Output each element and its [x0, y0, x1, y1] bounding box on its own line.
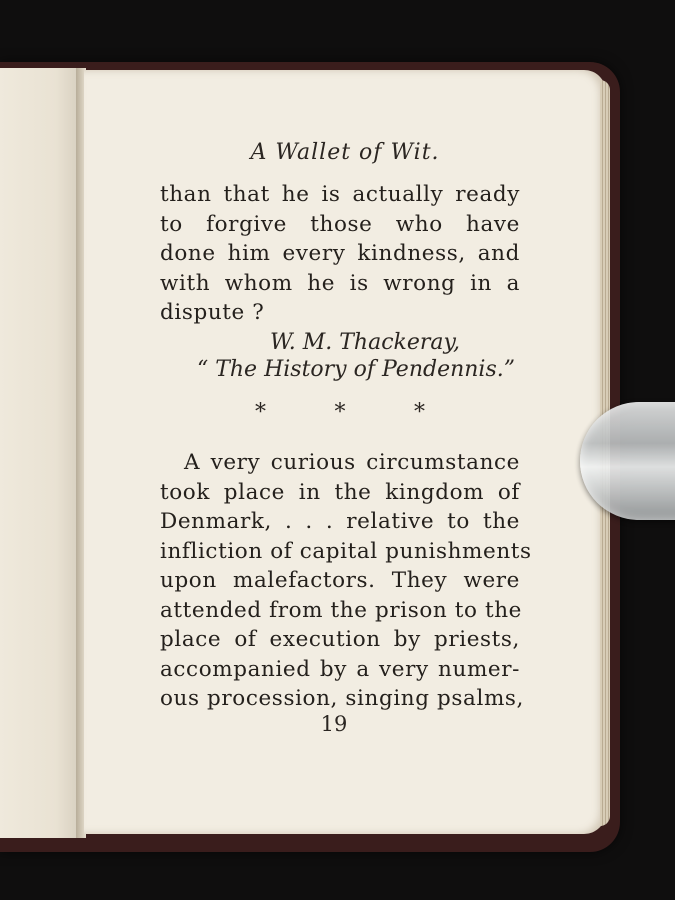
text-line: upon malefactors. They were: [160, 568, 520, 593]
text-line: with whom he is wrong in a: [160, 270, 520, 296]
text-line: A very curious circumstance: [184, 450, 520, 475]
asterisk-ornament: *: [255, 400, 266, 425]
left-page: [0, 68, 80, 838]
section-ornament: [255, 400, 425, 425]
page-number: 19: [320, 712, 348, 736]
text-line: than that he is actually ready: [160, 182, 520, 207]
paragraph-2: [160, 448, 532, 714]
text-line: to forgive those who have: [160, 211, 520, 237]
text-line: dispute ?: [160, 300, 265, 325]
running-head: A Wallet of Wit.: [250, 140, 440, 165]
paragraph-1: [160, 180, 520, 328]
attribution-work: “ The History of Pendennis.”: [196, 357, 515, 382]
text-line: infliction of capital punishments: [160, 538, 532, 564]
asterisk-ornament: *: [334, 400, 346, 425]
attribution-author: W. M. Thackeray,: [269, 330, 460, 355]
text-line: took place in the kingdom of: [160, 479, 520, 505]
text-line: accompanied by a very numer-: [160, 656, 520, 682]
text-line: ous procession, singing psalms,: [160, 686, 524, 711]
text-line: attended from the prison to the: [160, 597, 523, 623]
text-line: done him every kindness, and: [160, 241, 520, 266]
text-line: place of execution by priests,: [160, 627, 520, 652]
asterisk-ornament: *: [414, 400, 425, 425]
text-line: Denmark, . . . relative to the: [160, 509, 520, 534]
